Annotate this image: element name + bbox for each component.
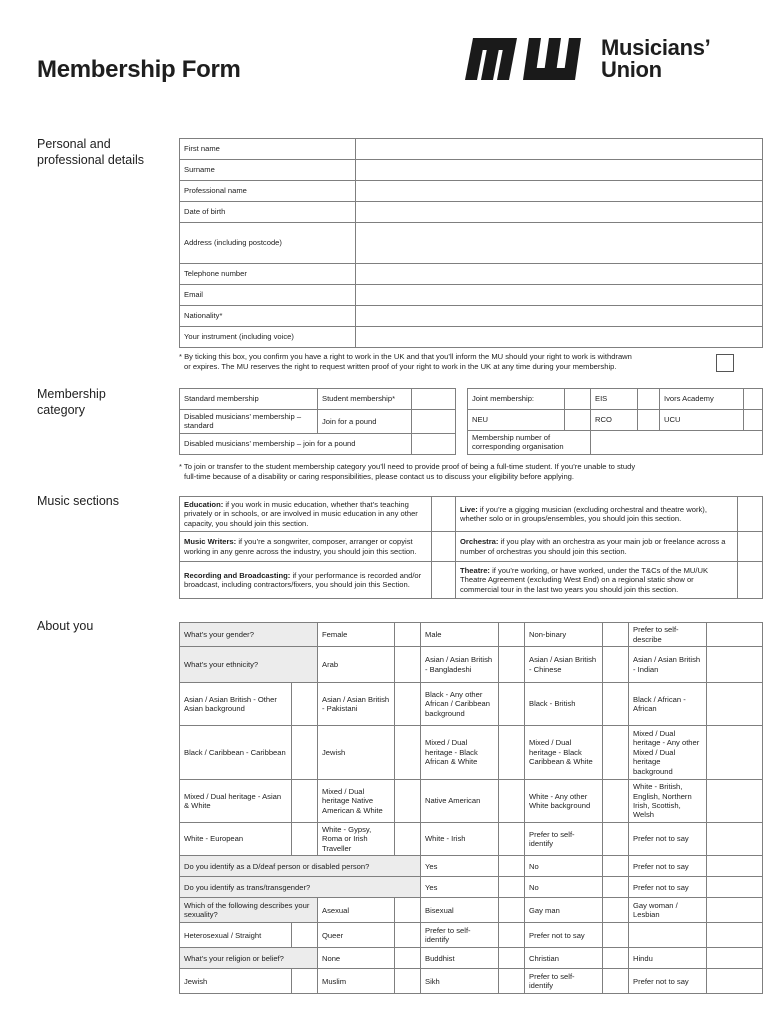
white-other-checkbox[interactable] — [603, 780, 629, 823]
music-sections-table — [179, 496, 763, 599]
disabled-pound-label: Disabled musicians’ membership – join for a pound — [180, 433, 412, 454]
non-binary-checkbox[interactable] — [603, 623, 629, 647]
section-membership-line1: Membership — [37, 387, 106, 401]
asian-other-checkbox[interactable] — [292, 683, 318, 726]
jewish-ethnicity-checkbox[interactable] — [395, 726, 421, 780]
org-number-label: Membership number of corresponding organisation — [468, 431, 591, 455]
student-note — [179, 462, 739, 481]
option-heterosexual: Heterosexual / Straight — [180, 923, 292, 948]
religion-prefer-not-checkbox[interactable] — [707, 969, 763, 994]
mixed-black-african-checkbox[interactable] — [499, 726, 525, 780]
disability-question: Do you identify as a D/deaf person or disabled person? — [180, 856, 421, 877]
option-black-british: Black - British — [525, 683, 603, 726]
option-buddhist: Buddhist — [421, 948, 499, 969]
about-you-table — [179, 622, 763, 994]
option-white-other: White - Any other White background — [525, 780, 603, 823]
telephone-input[interactable] — [356, 264, 763, 285]
recording-heading: Recording and Broadcasting: — [184, 570, 291, 580]
email-input[interactable] — [356, 285, 763, 306]
theatre-text: if you’re working, or have worked, under the T&Cs of the MU/UK Theatre Agreement (excluding West End) on a regional static show or commercial tour in the last two years you should join this section. — [460, 565, 709, 594]
option-mixed-black-caribbean: Mixed / Dual heritage - Black Caribbean & White — [525, 726, 603, 780]
live-heading: Live: — [460, 504, 478, 514]
option-none: None — [318, 948, 395, 969]
live-text: if you’re a gigging musician (excluding orchestral and theatre work), whether solo or in groups/ensembles, you should join this section. — [460, 504, 707, 523]
student-membership-checkbox[interactable] — [412, 389, 456, 410]
white-gypsy-checkbox[interactable] — [395, 823, 421, 856]
buddhist-checkbox[interactable] — [499, 948, 525, 969]
joint-membership-checkbox[interactable] — [565, 389, 591, 410]
joint-membership-label: Joint membership: — [468, 389, 565, 410]
disability-prefer-not-checkbox[interactable] — [707, 856, 763, 877]
membership-table-right — [467, 388, 763, 455]
option-sexuality-self-identify: Prefer to self-identify — [421, 923, 499, 948]
option-hindu: Hindu — [629, 948, 707, 969]
option-white-gypsy: White - Gypsy, Roma or Irish Traveller — [318, 823, 395, 856]
option-gay-woman: Gay woman / Lesbian — [629, 898, 707, 923]
theatre-section — [456, 562, 738, 599]
field-label-address: Address (including postcode) — [180, 223, 356, 264]
right-to-work-line1: * By ticking this box, you confirm you have a right to work in the UK and that you’ll inform the MU should your right to work is withdrawn — [179, 352, 632, 361]
option-female: Female — [318, 623, 395, 647]
field-label-email: Email — [180, 285, 356, 306]
option-asian-chinese: Asian / Asian British - Chinese — [525, 647, 603, 683]
logo-text-union: Union — [601, 57, 662, 82]
option-arab: Arab — [318, 647, 395, 683]
none-checkbox[interactable] — [395, 948, 421, 969]
asian-indian-checkbox[interactable] — [707, 647, 763, 683]
rco-checkbox[interactable] — [638, 410, 660, 431]
option-jewish-religion: Jewish — [180, 969, 292, 994]
nationality-input[interactable] — [356, 306, 763, 327]
writers-heading: Music Writers: — [184, 537, 237, 547]
field-label-instrument: Your instrument (including voice) — [180, 327, 356, 348]
section-membership-label — [37, 386, 106, 418]
option-christian: Christian — [525, 948, 603, 969]
option-sikh: Sikh — [421, 969, 499, 994]
eis-checkbox[interactable] — [638, 389, 660, 410]
male-checkbox[interactable] — [499, 623, 525, 647]
queer-checkbox[interactable] — [395, 923, 421, 948]
sexuality-question: Which of the following describes your sexuality? — [180, 898, 318, 923]
option-trans-no: No — [525, 877, 603, 898]
option-asian-bangladeshi: Asian / Asian British - Bangladeshi — [421, 647, 499, 683]
option-white-british: White - British, English, Northern Irish, Scottish, Welsh — [629, 780, 707, 823]
sikh-checkbox[interactable] — [499, 969, 525, 994]
gender-self-describe-checkbox[interactable] — [707, 623, 763, 647]
religion-self-identify-checkbox[interactable] — [603, 969, 629, 994]
membership-table-left — [179, 388, 456, 455]
mixed-other-checkbox[interactable] — [707, 726, 763, 780]
asexual-checkbox[interactable] — [395, 898, 421, 923]
white-european-checkbox[interactable] — [292, 823, 318, 856]
orchestra-text: if you play with an orchestra as your main job or freelance across a number of orchestras you should join this section. — [460, 537, 726, 556]
writers-text: if you’re a songwriter, composer, arranger or copyist working in any genre across the industry, you should join this section. — [184, 537, 417, 556]
option-ethnicity-prefer-not: Prefer not to say — [629, 823, 707, 856]
ucu-label: UCU — [660, 410, 744, 431]
asian-chinese-checkbox[interactable] — [603, 647, 629, 683]
instrument-input[interactable] — [356, 327, 763, 348]
field-label-dob: Date of birth — [180, 202, 356, 223]
option-mixed-native: Mixed / Dual heritage Native American & White — [318, 780, 395, 823]
option-asian-pakistani: Asian / Asian British - Pakistani — [318, 683, 395, 726]
education-heading: Education: — [184, 499, 224, 509]
disabled-standard-label: Disabled musicians’ membership – standard — [180, 410, 318, 434]
live-section — [456, 497, 738, 532]
right-to-work-line2: or expires. The MU reserves the right to request written proof of your right to work in the UK at any time during your membership. — [184, 361, 617, 371]
black-british-checkbox[interactable] — [603, 683, 629, 726]
student-note-line2: full-time because of a disability or caring responsibilities, please contact us to discuss your eligibility before applying. — [184, 471, 575, 481]
ivors-label: Ivors Academy — [660, 389, 744, 410]
option-black-african: Black / African - African — [629, 683, 707, 726]
option-gender-self-describe: Prefer to self-describe — [629, 623, 707, 647]
option-religion-self-identify: Prefer to self-identify — [525, 969, 603, 994]
option-non-binary: Non-binary — [525, 623, 603, 647]
right-to-work-checkbox[interactable] — [716, 354, 734, 372]
gender-question: What’s your gender? — [180, 623, 318, 647]
education-section — [180, 497, 432, 532]
orchestra-section — [456, 532, 738, 562]
page-title: Membership Form — [37, 56, 241, 83]
ethnicity-question: What’s your ethnicity? — [180, 647, 318, 683]
student-note-line1: * To join or transfer to the student membership category you’ll need to provide proof of being a full-time student. If you’re unable to study — [179, 462, 636, 471]
ivors-checkbox[interactable] — [744, 389, 763, 410]
field-label-first-name: First name — [180, 139, 356, 160]
section-music-label: Music sections — [37, 494, 119, 508]
option-ethnicity-self-identify: Prefer to self-identify — [525, 823, 603, 856]
option-disability-yes: Yes — [421, 856, 499, 877]
field-label-nationality: Nationality* — [180, 306, 356, 327]
mixed-black-caribbean-checkbox[interactable] — [603, 726, 629, 780]
option-muslim: Muslim — [318, 969, 395, 994]
education-text: if you work in music education, whether that’s teaching privately or in schools, or are involved in music education in any other capacity, you should join this section. — [184, 499, 418, 528]
sexuality-prefer-not-checkbox[interactable] — [603, 923, 629, 948]
recording-text: if your performance is recorded and/or broadcast, including contractors/fixers, you should join this Section. — [184, 570, 422, 589]
join-pound-label: Join for a pound — [318, 410, 412, 434]
option-asian-other: Asian / Asian British - Other Asian background — [180, 683, 292, 726]
bisexual-checkbox[interactable] — [499, 898, 525, 923]
option-white-irish: White - Irish — [421, 823, 499, 856]
jewish-religion-checkbox[interactable] — [292, 969, 318, 994]
mixed-asian-checkbox[interactable] — [292, 780, 318, 823]
option-religion-prefer-not: Prefer not to say — [629, 969, 707, 994]
christian-checkbox[interactable] — [603, 948, 629, 969]
section-about-label: About you — [37, 619, 94, 633]
org-number-input[interactable] — [591, 431, 763, 455]
field-label-telephone: Telephone number — [180, 264, 356, 285]
mixed-native-checkbox[interactable] — [395, 780, 421, 823]
female-checkbox[interactable] — [395, 623, 421, 647]
religion-question: What’s your religion or belief? — [180, 948, 318, 969]
section-personal-label — [37, 136, 144, 168]
option-asian-indian: Asian / Asian British - Indian — [629, 647, 707, 683]
standard-membership-label: Standard membership — [180, 389, 318, 410]
field-label-professional-name: Professional name — [180, 181, 356, 202]
option-mixed-black-african: Mixed / Dual heritage - Black African & White — [421, 726, 499, 780]
empty-cell — [707, 923, 763, 948]
option-bisexual: Bisexual — [421, 898, 499, 923]
right-to-work-note — [179, 352, 709, 371]
option-sexuality-prefer-not: Prefer not to say — [525, 923, 603, 948]
section-personal-line2: professional details — [37, 153, 145, 167]
writers-section — [180, 532, 432, 562]
option-black-caribbean: Black / Caribbean - Caribbean — [180, 726, 292, 780]
first-name-input[interactable] — [356, 139, 763, 160]
asian-bangladeshi-checkbox[interactable] — [499, 647, 525, 683]
section-personal-line1: Personal and — [37, 137, 111, 151]
student-membership-label: Student membership* — [318, 389, 412, 410]
option-native-american: Native American — [421, 780, 499, 823]
empty-cell — [629, 923, 707, 948]
section-membership-line2: category — [37, 403, 85, 417]
option-trans-yes: Yes — [421, 877, 499, 898]
black-caribbean-checkbox[interactable] — [292, 726, 318, 780]
ethnicity-prefer-not-checkbox[interactable] — [707, 823, 763, 856]
white-irish-checkbox[interactable] — [499, 823, 525, 856]
option-queer: Queer — [318, 923, 395, 948]
option-disability-prefer-not: Prefer not to say — [629, 856, 707, 877]
rco-label: RCO — [591, 410, 638, 431]
live-checkbox[interactable] — [738, 497, 763, 532]
orchestra-checkbox[interactable] — [738, 532, 763, 562]
join-pound-checkbox[interactable] — [412, 410, 456, 434]
option-black-other: Black - Any other African / Caribbean background — [421, 683, 499, 726]
asian-pakistani-checkbox[interactable] — [395, 683, 421, 726]
recording-checkbox[interactable] — [432, 562, 456, 599]
trans-no-checkbox[interactable] — [603, 877, 629, 898]
option-mixed-asian: Mixed / Dual heritage - Asian & White — [180, 780, 292, 823]
gay-man-checkbox[interactable] — [603, 898, 629, 923]
hindu-checkbox[interactable] — [707, 948, 763, 969]
mu-logo — [463, 36, 743, 82]
muslim-checkbox[interactable] — [395, 969, 421, 994]
option-jewish-ethnicity: Jewish — [318, 726, 395, 780]
option-trans-prefer-not: Prefer not to say — [629, 877, 707, 898]
disability-no-checkbox[interactable] — [603, 856, 629, 877]
option-asexual: Asexual — [318, 898, 395, 923]
writers-checkbox[interactable] — [432, 532, 456, 562]
trans-yes-checkbox[interactable] — [499, 877, 525, 898]
mu-logo-mark-icon — [463, 36, 593, 82]
native-american-checkbox[interactable] — [499, 780, 525, 823]
surname-input[interactable] — [356, 160, 763, 181]
arab-checkbox[interactable] — [395, 647, 421, 683]
professional-name-input[interactable] — [356, 181, 763, 202]
theatre-heading: Theatre: — [460, 565, 490, 575]
field-label-surname: Surname — [180, 160, 356, 181]
recording-section — [180, 562, 432, 599]
disabled-pound-checkbox[interactable] — [412, 433, 456, 454]
black-african-checkbox[interactable] — [707, 683, 763, 726]
option-disability-no: No — [525, 856, 603, 877]
neu-checkbox[interactable] — [565, 410, 591, 431]
black-other-checkbox[interactable] — [499, 683, 525, 726]
sexuality-self-identify-checkbox[interactable] — [499, 923, 525, 948]
option-mixed-other: Mixed / Dual heritage - Any other Mixed / Dual heritage background — [629, 726, 707, 780]
theatre-checkbox[interactable] — [738, 562, 763, 599]
ucu-checkbox[interactable] — [744, 410, 763, 431]
address-input[interactable] — [356, 223, 763, 264]
dob-input[interactable] — [356, 202, 763, 223]
logo-text-musicians: Musicians’ — [601, 35, 711, 60]
trans-question: Do you identify as trans/transgender? — [180, 877, 421, 898]
trans-prefer-not-checkbox[interactable] — [707, 877, 763, 898]
personal-details-table — [179, 138, 763, 348]
option-gay-man: Gay man — [525, 898, 603, 923]
orchestra-heading: Orchestra: — [460, 537, 499, 547]
heterosexual-checkbox[interactable] — [292, 923, 318, 948]
white-british-checkbox[interactable] — [707, 780, 763, 823]
gay-woman-checkbox[interactable] — [707, 898, 763, 923]
eis-label: EIS — [591, 389, 638, 410]
option-white-european: White - European — [180, 823, 292, 856]
education-checkbox[interactable] — [432, 497, 456, 532]
ethnicity-self-identify-checkbox[interactable] — [603, 823, 629, 856]
option-male: Male — [421, 623, 499, 647]
disability-yes-checkbox[interactable] — [499, 856, 525, 877]
neu-label: NEU — [468, 410, 565, 431]
